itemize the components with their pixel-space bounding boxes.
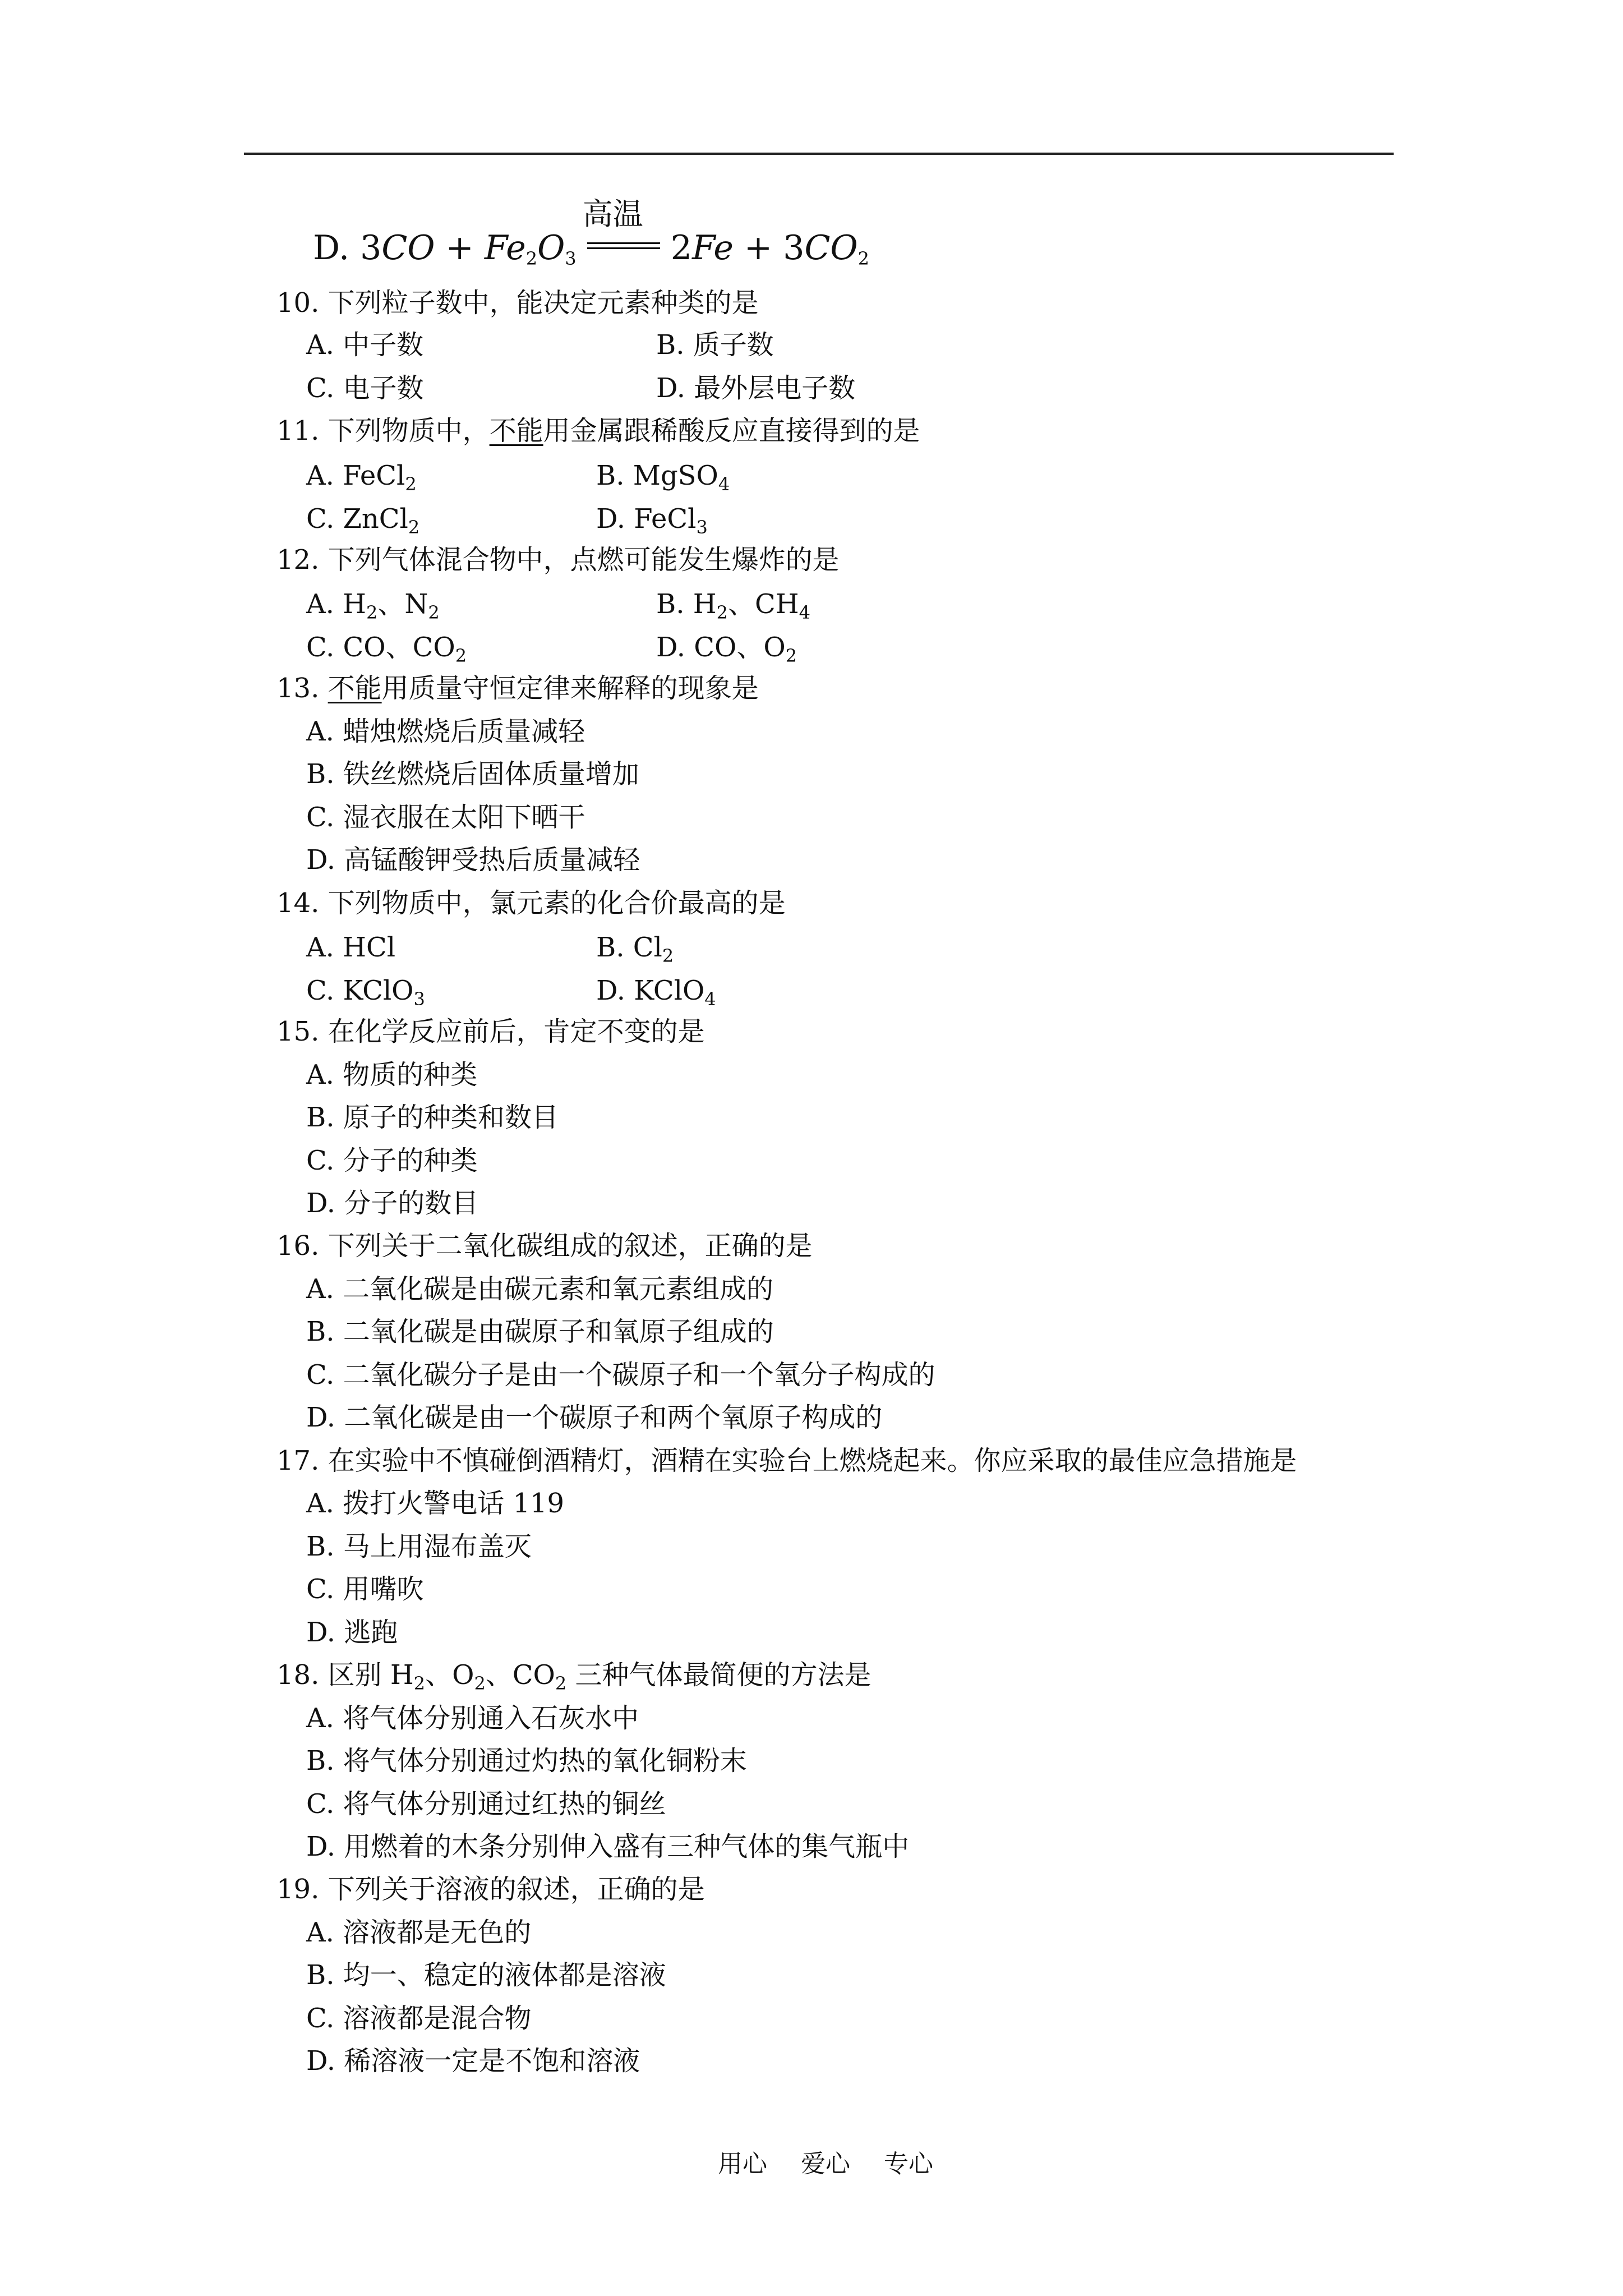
subscript: 3 <box>565 248 577 269</box>
q17-option-b: B. 马上用湿布盖灭 <box>306 1531 532 1562</box>
q19-option-d: D. 稀溶液一定是不饱和溶液 <box>306 2045 640 2077</box>
question-19-stem: 19. 下列关于溶液的叙述，正确的是 <box>276 1874 705 1905</box>
q10-option-a: A. 中子数 <box>306 329 424 361</box>
question-13-stem <box>276 671 759 705</box>
q17-option-c: C. 用嘴吹 <box>306 1573 424 1605</box>
question-text: 、CO <box>485 1659 555 1691</box>
option-text: B. Cl <box>596 932 662 963</box>
subscript: 2 <box>525 248 538 269</box>
question-12-stem: 12. 下列气体混合物中，点燃可能发生爆炸的是 <box>276 544 840 576</box>
formula-o: O <box>537 228 565 268</box>
q14-option-c <box>306 974 425 1010</box>
q18-option-d: D. 用燃着的木条分别伸入盛有三种气体的集气瓶中 <box>306 1831 910 1862</box>
formula-fe: Fe <box>691 228 734 268</box>
subscript: 2 <box>716 602 728 623</box>
q13-option-a: A. 蜡烛燃烧后质量减轻 <box>306 716 585 747</box>
subscript: 2 <box>413 1673 426 1694</box>
q18-option-c: C. 将气体分别通过红热的铜丝 <box>306 1788 666 1820</box>
question-text: 用质量守恒定律来解释的现象是 <box>381 673 759 704</box>
q11-option-c <box>306 502 419 536</box>
q14-option-d <box>596 974 716 1010</box>
formula-fe: Fe <box>484 228 526 268</box>
q12-option-a <box>306 587 440 621</box>
q10-option-c: C. 电子数 <box>306 372 424 404</box>
question-number: 11. 下列物质中， <box>276 415 490 447</box>
option-text: 、N <box>377 588 428 620</box>
question-text: 用金属跟稀酸反应直接得到的是 <box>543 415 920 447</box>
question-11-stem <box>276 414 920 448</box>
subscript: 2 <box>555 1673 567 1694</box>
question-18-stem <box>276 1658 872 1692</box>
subscript: 2 <box>366 602 378 623</box>
q12-option-b <box>656 587 810 621</box>
formula-co2: CO <box>804 228 858 268</box>
question-text: 三种气体最简便的方法是 <box>566 1659 872 1691</box>
q12-option-d <box>656 631 797 664</box>
subscript: 2 <box>405 473 417 495</box>
option-text: D. KClO <box>596 975 705 1006</box>
underlined-text: 不能 <box>328 673 382 704</box>
q10-option-d: D. 最外层电子数 <box>656 372 856 404</box>
option-label: D. <box>313 228 350 268</box>
header-rule <box>244 153 1394 155</box>
subscript: 2 <box>455 645 467 666</box>
coefficient: 2 <box>670 228 692 268</box>
coefficient: 3 <box>360 228 382 268</box>
plus-sign: + <box>744 228 773 268</box>
question-14-stem: 14. 下列物质中，氯元素的化合价最高的是 <box>276 887 786 919</box>
q14-option-b <box>596 931 674 967</box>
q17-option-a: A. 拨打火警电话 119 <box>306 1488 565 1519</box>
option-text: B. MgSO <box>596 460 718 491</box>
q17-option-d: D. 逃跑 <box>306 1617 398 1648</box>
footer-word: 爱心 <box>801 2150 850 2178</box>
equation-option-d <box>313 196 869 270</box>
option-text: C. ZnCl <box>306 503 408 535</box>
question-number: 13. <box>276 673 328 704</box>
q15-option-a: A. 物质的种类 <box>306 1059 478 1091</box>
question-15-stem: 15. 在化学反应前后，肯定不变的是 <box>276 1016 705 1047</box>
q16-option-a: A. 二氧化碳是由碳元素和氧元素组成的 <box>306 1273 774 1305</box>
subscript: 4 <box>704 988 716 1010</box>
question-16-stem: 16. 下列关于二氧化碳组成的叙述，正确的是 <box>276 1230 813 1262</box>
subscript: 2 <box>408 517 420 538</box>
reaction-equals-arrow <box>582 196 660 261</box>
question-17-stem: 17. 在实验中不慎碰倒酒精灯，酒精在实验台上燃烧起来。你应采取的最佳应急措施是 <box>276 1445 1297 1476</box>
option-text: A. H <box>306 588 367 620</box>
subscript: 3 <box>413 988 425 1010</box>
reaction-condition: 高温 <box>582 196 643 232</box>
q11-option-b <box>596 459 730 493</box>
subscript: 4 <box>799 602 810 623</box>
q19-option-a: A. 溶液都是无色的 <box>306 1917 532 1948</box>
q11-option-d <box>596 502 708 536</box>
option-text: A. FeCl <box>306 460 405 491</box>
q13-option-b: B. 铁丝燃烧后固体质量增加 <box>306 758 639 790</box>
coefficient: 3 <box>783 228 805 268</box>
footer-word: 专心 <box>884 2150 933 2178</box>
q18-option-a: A. 将气体分别通入石灰水中 <box>306 1703 639 1734</box>
subscript: 2 <box>662 945 674 967</box>
q13-option-c: C. 湿衣服在太阳下晒干 <box>306 802 585 833</box>
option-text: D. CO、O <box>656 632 786 663</box>
underlined-text: 不能 <box>489 415 543 447</box>
option-text: C. KClO <box>306 975 414 1006</box>
q15-option-c: C. 分子的种类 <box>306 1145 478 1176</box>
option-text: D. FeCl <box>596 503 697 535</box>
option-text: 、CH <box>728 588 799 620</box>
q16-option-d: D. 二氧化碳是由一个碳原子和两个氧原子构成的 <box>306 1402 883 1433</box>
q10-option-b: B. 质子数 <box>656 329 774 361</box>
q12-option-c <box>306 631 467 664</box>
plus-sign: + <box>445 228 474 268</box>
q16-option-b: B. 二氧化碳是由碳原子和氧原子组成的 <box>306 1316 774 1347</box>
option-text: C. CO、CO <box>306 632 455 663</box>
double-bar <box>587 242 660 249</box>
subscript: 2 <box>428 602 440 623</box>
question-10-stem: 10. 下列粒子数中，能决定元素种类的是 <box>276 287 759 319</box>
option-text: B. H <box>656 588 717 620</box>
q19-option-c: C. 溶液都是混合物 <box>306 2003 532 2034</box>
subscript: 4 <box>718 473 730 495</box>
question-text: 18. 区别 H <box>276 1659 414 1691</box>
subscript: 2 <box>857 248 869 269</box>
page-footer <box>718 2148 967 2180</box>
subscript: 2 <box>785 645 797 666</box>
q16-option-c: C. 二氧化碳分子是由一个碳原子和一个氧分子构成的 <box>306 1359 935 1391</box>
q19-option-b: B. 均一、稳定的液体都是溶液 <box>306 1959 666 1991</box>
subscript: 3 <box>696 517 708 538</box>
q18-option-b: B. 将气体分别通过灼热的氧化铜粉末 <box>306 1745 747 1777</box>
q11-option-a <box>306 459 417 493</box>
q15-option-b: B. 原子的种类和数目 <box>306 1102 559 1133</box>
subscript: 2 <box>474 1673 486 1694</box>
question-text: 、O <box>425 1659 474 1691</box>
q14-option-a: A. HCl <box>306 932 396 963</box>
q13-option-d: D. 高锰酸钾受热后质量减轻 <box>306 844 640 876</box>
formula-co: CO <box>381 228 435 268</box>
q15-option-d: D. 分子的数目 <box>306 1188 479 1219</box>
footer-word: 用心 <box>718 2150 767 2178</box>
